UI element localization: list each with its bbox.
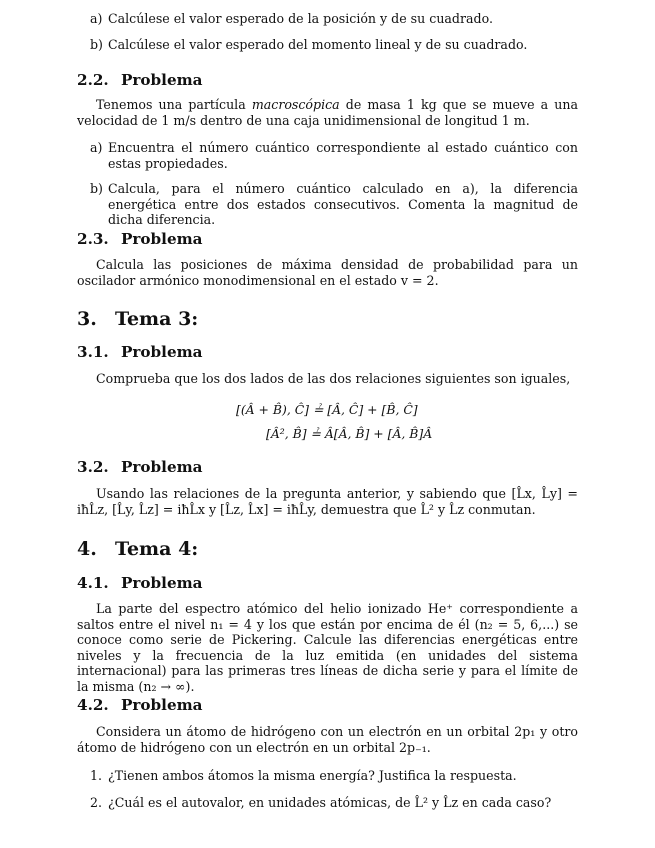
chapter-heading-3: 3. Tema 3: [77, 308, 199, 330]
list-text: Encuentra el número cuántico correspondiente al estado cuántico con estas propiedades. [108, 140, 578, 171]
list-label: b) [90, 181, 103, 196]
list-text: Calcúlese el valor esperado del momento lineal y de su cuadrado. [108, 37, 528, 52]
list-text: Calcúlese el valor esperado de la posición y de su cuadrado. [108, 11, 493, 26]
section-paragraph: Usando las relaciones de la pregunta anterior, y sabiendo que [L̂x, L̂y] = iħL̂z, [L̂y, L̂z] = iħL̂x y [L̂z, L̂x] = iħL̂y, demuestra que L̂² y L̂z conmutan. [77, 486, 578, 517]
section-heading-3-1: 3.1. Problema [77, 343, 203, 361]
list-text: ¿Cuál es el autovalor, en unidades atómicas, de L̂² y L̂z en cada caso? [108, 795, 552, 810]
equation-commutator-square: [Â², B̂] ≟ Â[Â, B̂] + [Â, B̂]Â [266, 426, 433, 441]
section-heading-3-2: 3.2. Problema [77, 458, 203, 476]
list-label: 1. [90, 768, 103, 783]
equation-commutator-sum: [(Â + B̂), Ĉ] ≟ [Â, Ĉ] + [B̂, Ĉ] [236, 402, 418, 417]
section-heading-4-2: 4.2. Problema [77, 696, 203, 714]
list-label: a) [90, 11, 103, 26]
section-paragraph: Calcula las posiciones de máxima densidad de probabilidad para un oscilador armónico monodimensional en el estado v = 2. [77, 257, 578, 288]
emphasis-text: macroscópica [251, 97, 340, 112]
section-heading-4-1: 4.1. Problema [77, 574, 203, 592]
section-heading-2-3: 2.3. Problema [77, 230, 203, 248]
list-label: b) [90, 37, 103, 52]
section-paragraph: Considera un átomo de hidrógeno con un electrón en un orbital 2p₁ y otro átomo de hidrógeno con un electrón en un orbital 2p₋₁. [77, 724, 578, 755]
list-text: Calcula, para el número cuántico calculado en a), la diferencia energética entre dos estados consecutivos. Comenta la magnitud de dicha diferencia. [108, 181, 578, 227]
list-label: 2. [90, 795, 103, 810]
section-paragraph: Comprueba que los dos lados de las dos relaciones siguientes son iguales, [96, 371, 571, 386]
list-text: ¿Tienen ambos átomos la misma energía? Justifica la respuesta. [108, 768, 517, 783]
chapter-heading-4: 4. Tema 4: [77, 538, 199, 560]
section-paragraph: La parte del espectro atómico del helio ionizado He⁺ correspondiente a saltos entre el nivel n₁ = 4 y los que están por encima de él (n₂ = 5, 6,...) se conoce como serie de Pickering. Calcule las diferencias energéticas entre niveles y la frecuencia de la luz emitida (en unidades del sistema internacional) para las primeras tres líneas de dicha serie y para el límite de la misma (n₂ → ∞). [77, 601, 578, 694]
list-label: a) [90, 140, 103, 155]
section-heading-2-2: 2.2. Problema [77, 71, 203, 89]
section-paragraph: Tenemos una partícula macroscópica de masa 1 kg que se mueve a una velocidad de 1 m/s dentro de una caja unidimensional de longitud 1 m. [77, 97, 578, 128]
